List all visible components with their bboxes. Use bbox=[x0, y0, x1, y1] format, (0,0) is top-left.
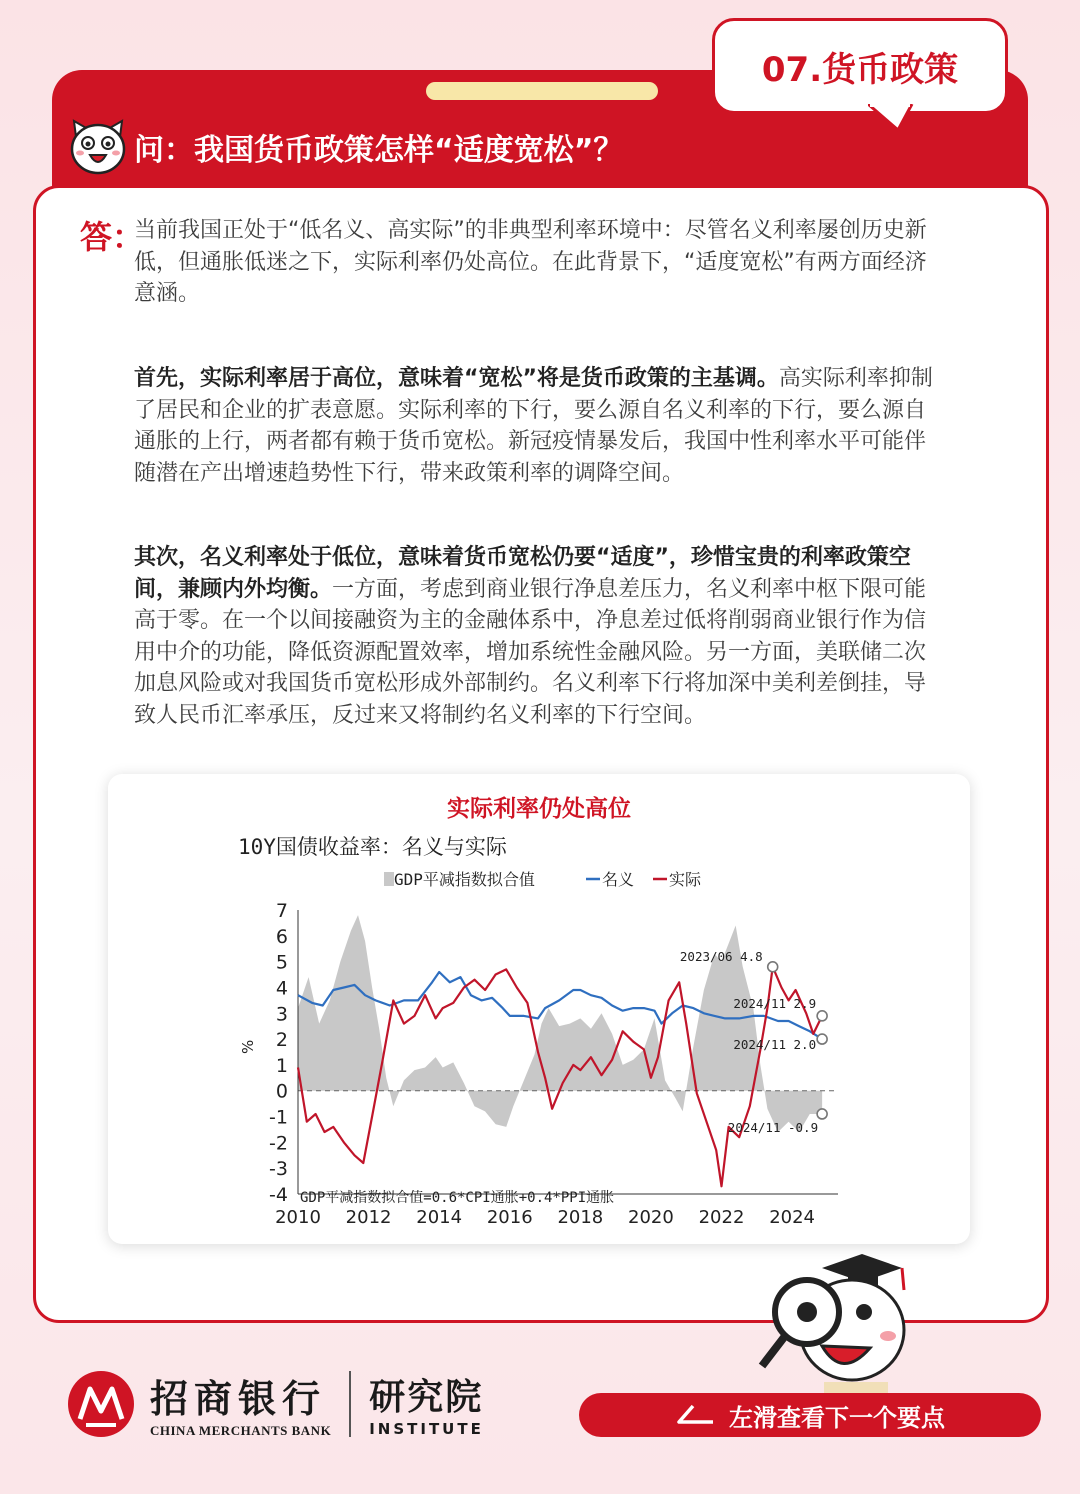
y-tick-label: 4 bbox=[275, 977, 288, 1000]
footer-divider bbox=[349, 1371, 351, 1437]
plot-area bbox=[269, 900, 838, 1228]
institute-name-cn: 研究院 bbox=[369, 1377, 484, 1418]
footer-logo bbox=[66, 1368, 484, 1439]
cmb-logo-icon bbox=[66, 1369, 136, 1439]
section-tag-bubble bbox=[712, 18, 1008, 114]
x-tick-label: 2014 bbox=[416, 1207, 463, 1228]
y-tick-label: 5 bbox=[275, 951, 288, 974]
y-tick-label: 1 bbox=[275, 1054, 288, 1077]
swipe-label: 左滑查看下一个要点 bbox=[729, 1403, 945, 1432]
legend-label-nominal: 名义 bbox=[602, 870, 635, 889]
annotation-label: 2024/11 -0.9 bbox=[727, 1119, 819, 1135]
question-text: 问：我国货币政策怎样“适度宽松”？ bbox=[134, 133, 624, 168]
x-tick-label: 2024 bbox=[769, 1207, 816, 1228]
legend-label-real: 实际 bbox=[669, 870, 702, 889]
chart-card-title: 实际利率仍处高位 bbox=[447, 796, 631, 822]
x-tick-label: 2010 bbox=[275, 1207, 321, 1228]
point-1-heading: 首先，实际利率居于高位，意味着“宽松”将是货币政策的主基调。 bbox=[134, 366, 779, 391]
annotation-marker bbox=[817, 1011, 827, 1021]
section-tag: 07.货币政策 bbox=[761, 49, 959, 90]
x-tick-label: 2020 bbox=[628, 1207, 674, 1228]
chart-card bbox=[108, 774, 970, 1244]
y-tick-label: -2 bbox=[269, 1132, 288, 1155]
y-tick-label: -1 bbox=[269, 1106, 288, 1129]
swipe-arrow-icon bbox=[675, 1404, 715, 1426]
annotation-marker bbox=[817, 1109, 827, 1119]
y-tick-label: 2 bbox=[275, 1029, 288, 1052]
point-1-body: 高实际利率抑制了居民和企业的扩表意愿。实际利率的下行，要么源自名义利率的下行，要么源自通胀的上行，两者都有赖于货币宽松。新冠疫情暴发后，我国中性利率水平可能伴随潜在产出增速趋势性下行，带来政策利率的调降空间。 bbox=[134, 366, 933, 486]
point-2-body: 一方面，考虑到商业银行净息差压力，名义利率中枢下限可能高于零。在一个以间接融资为主的金融体系中，净息差过低将削弱商业银行作为信用中介的功能，降低资源配置效率，增加系统性金融风险。另一方面，美联储二次加息风险或对我国货币宽松形成外部制约。名义利率下行将加深中美利差倒挂，导致人民币汇率承压，反过来又将制约名义利率的下行空间。 bbox=[134, 576, 927, 728]
answer-point-1 bbox=[134, 363, 946, 489]
y-tick-label: 0 bbox=[275, 1080, 288, 1103]
annotation-marker bbox=[817, 1034, 827, 1044]
y-tick-label: -4 bbox=[269, 1184, 288, 1206]
bank-name-en: CHINA MERCHANTS BANK bbox=[150, 1423, 332, 1438]
annotation-label: 2024/11 2.0 bbox=[733, 1037, 817, 1053]
graduate-cat-mascot bbox=[752, 1250, 912, 1400]
chart-legend bbox=[384, 870, 702, 889]
answer-label: 答： bbox=[80, 218, 145, 256]
swipe-next-button[interactable] bbox=[579, 1393, 1041, 1437]
y-tick-label: -3 bbox=[269, 1158, 288, 1181]
legend-swatch-area bbox=[384, 872, 394, 886]
y-axis-label: % bbox=[239, 1039, 257, 1054]
x-tick-label: 2022 bbox=[698, 1207, 745, 1228]
series-area-gdp-deflator bbox=[298, 915, 822, 1132]
y-tick-label: 3 bbox=[275, 1003, 288, 1026]
y-tick-label: 6 bbox=[275, 925, 288, 948]
cat-mascot-icon bbox=[66, 115, 130, 179]
chart-footnote: GDP平减指数拟合值=0.6*CPI通胀+0.4*PPI通胀 bbox=[300, 1190, 615, 1206]
annotation-label: 2024/11 2.9 bbox=[733, 995, 817, 1011]
x-tick-label: 2018 bbox=[557, 1207, 604, 1228]
annotation-label: 2023/06 4.8 bbox=[679, 948, 763, 964]
y-tick-label: 7 bbox=[275, 900, 288, 922]
institute-name-en: INSTITUTE bbox=[369, 1420, 484, 1438]
x-tick-label: 2012 bbox=[345, 1207, 392, 1228]
rate-chart bbox=[108, 774, 970, 1244]
question-row bbox=[66, 115, 623, 179]
legend-label-area: GDP平减指数拟合值 bbox=[394, 870, 535, 889]
bank-name-cn: 招商银行 bbox=[150, 1376, 327, 1421]
chart-title: 10Y国债收益率：名义与实际 bbox=[238, 835, 507, 859]
decorative-pill bbox=[426, 82, 658, 100]
answer-intro: 当前我国正处于“低名义、高实际”的非典型利率环境中：尽管名义利率屡创历史新低，但通胀低迷之下，实际利率仍处高位。在此背景下，“适度宽松”有两方面经济意涵。 bbox=[134, 218, 927, 306]
point-2-heading: 其次，名义利率处于低位，意味着货币宽松仍要“适度”，珍惜宝贵的利率政策空间，兼顾内外均衡。 bbox=[134, 545, 911, 602]
annotation-marker bbox=[768, 962, 778, 972]
answer-point-2 bbox=[134, 542, 946, 731]
bubble-tail bbox=[868, 104, 928, 134]
x-tick-label: 2016 bbox=[486, 1207, 533, 1228]
